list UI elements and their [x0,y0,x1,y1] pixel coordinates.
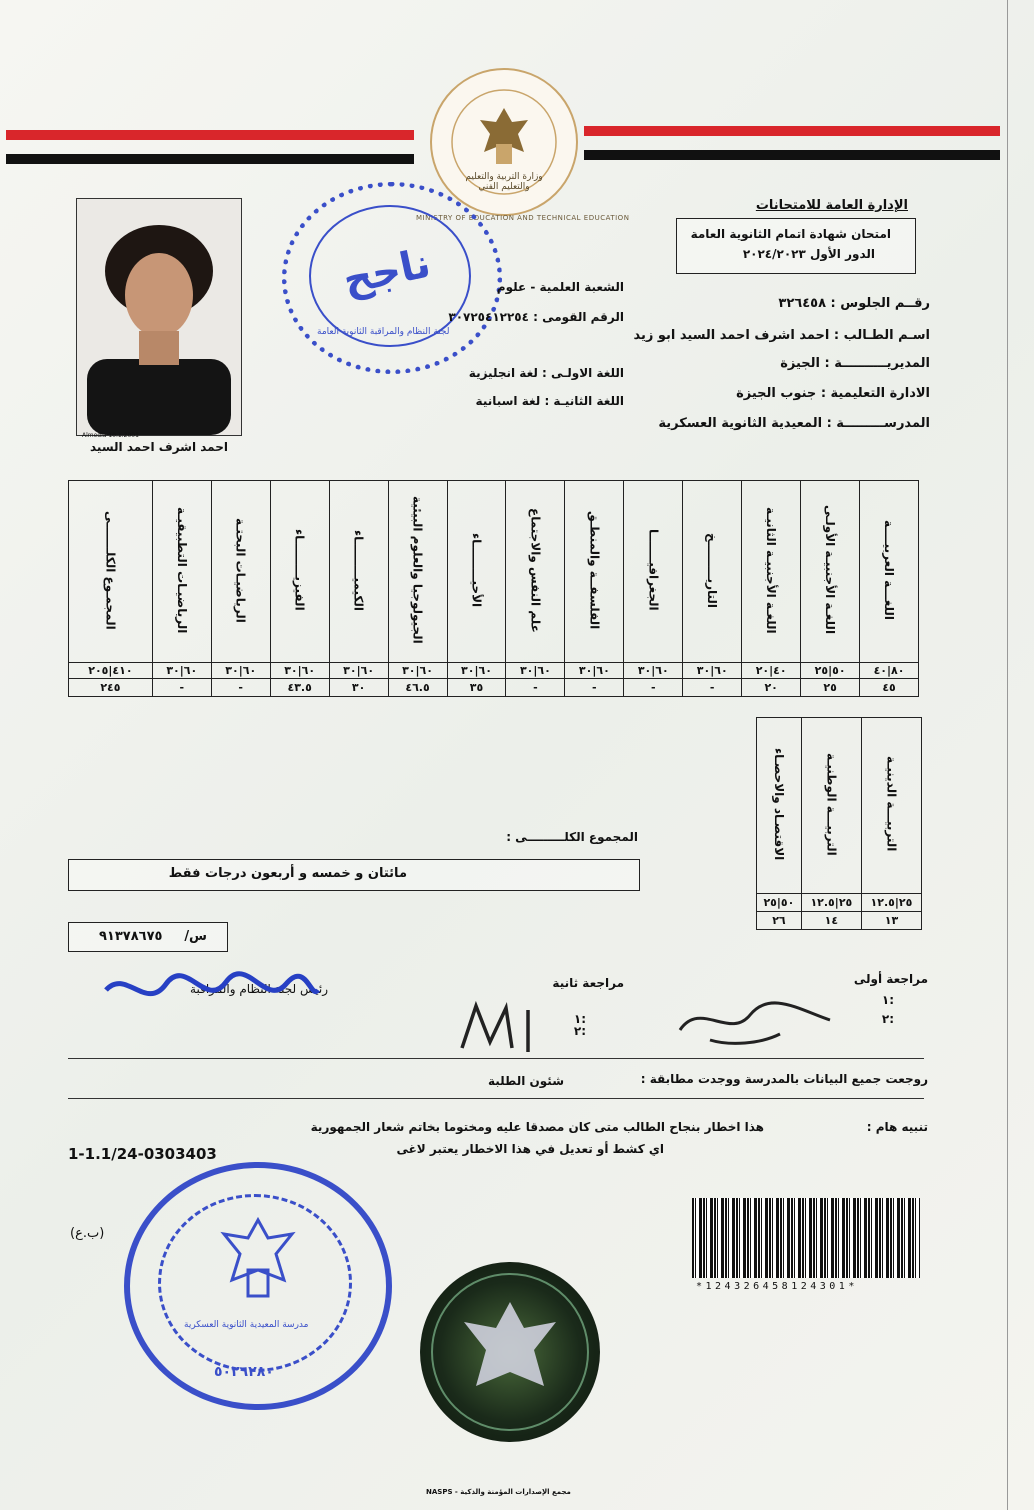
extra-score-cell-1: ١٤ [801,912,861,930]
subject-header-label-2: اللغـة الأجنبيـة الثانيـة [764,506,779,634]
subject-header-label-11: الرياضيـات البحتـة [233,517,248,623]
divider-line-2 [68,1098,924,1099]
max-min-cell-13: ٤١٠|٢٠٥ [69,663,153,679]
school-seal-number: ٥٠٢٦٢٨٠ [214,1364,274,1380]
max-min-cell-5: ٦٠|٣٠ [565,663,624,679]
extra-subjects-table [756,717,922,930]
school-name: المدرســـــــــة : المعيدية الثانوية العسكرية [658,416,930,431]
subject-header-label-10: الفيزيـــــــــاء [292,529,307,611]
subject-header-2 [742,481,801,663]
directorate: المديريــــــــــة : الجيزة [780,356,930,371]
max-min-cell-7: ٦٠|٣٠ [447,663,506,679]
verified-label: روجعت جميع البيانات بالمدرسة ووجدت مطابقة : [640,1072,928,1086]
score-cell-9: ٣٠ [329,679,388,697]
subject-header-4 [624,481,683,663]
barcode [692,1198,920,1278]
score-cell-7: ٣٥ [447,679,506,697]
total-words: مائتان و خمسه و أربعون درجات فقط [168,866,407,881]
subject-header-label-12: الرياضيـات التطبيقيـة [174,506,189,634]
subject-header-5 [565,481,624,663]
seat-number: رقــم الجلوس : ٣٢٦٤٥٨ [778,296,930,311]
score-cell-1: ٢٥ [801,679,860,697]
notice-line1: هذا اخطار بنجاح الطالب متى كان مصدقا عليه ومختوما بخاتم شعار الجمهورية [310,1120,764,1134]
max-min-cell-8: ٦٠|٣٠ [388,663,447,679]
subject-header-label-0: اللغـــة العربيــــة [882,520,897,620]
serial-box [68,922,228,952]
subject-header-8 [388,481,447,663]
subject-header-0 [860,481,919,663]
ministry-name-ar: وزارة التربية والتعليم والتعليم الفني [465,172,543,192]
extra-score-cell-0: ١٣ [861,912,921,930]
first-review-2: ٢: [881,1012,894,1026]
school-seal [124,1162,392,1410]
score-cell-4: - [624,679,683,697]
first-language: اللغة الاولـى : لغة انجليزية [468,366,624,380]
signature-committee-chair [96,960,326,1020]
page-border [1007,0,1008,1510]
score-cell-13: ٢٤٥ [69,679,153,697]
max-min-cell-0: ٨٠|٤٠ [860,663,919,679]
subject-header-label-8: الجيولوجيا والعلوم البيئية [410,496,425,644]
score-cell-8: ٤٦.٥ [388,679,447,697]
reference-code: 1-1.1/24-0303403 [68,1145,217,1163]
hologram-seal [420,1262,600,1442]
extra-subject-header-label-0: التربيـــة الدينيـة [884,756,899,852]
committee-stamp [282,182,502,374]
second-review-1: ١: [573,1012,586,1026]
barcode-text: *124326458124301* [696,1281,858,1292]
score-cell-12: - [152,679,211,697]
subject-header-label-3: التاريـــــــــخ [705,532,720,608]
exam-admin-title: الإدارة العامة للامتحانات [755,198,908,213]
national-id: الرقم القومى : ٣٠٧٢٥٤١٢٢٥٤ [448,310,624,324]
extra-score-cell-2: ٢٦ [757,912,802,930]
subject-header-label-7: الأحيـــــــــاء [469,532,484,608]
result-stamp-text: ناجح [339,240,435,304]
flag-stripe-black-left [6,154,414,164]
total-words-box [68,859,640,891]
extra-subject-header-label-2: الاقتصـاد والاحصـاء [771,747,786,861]
score-cell-3: - [683,679,742,697]
student-affairs-label: شئون الطلبة [487,1074,564,1088]
exam-title-line2: الدور الأول ٢٠٢٤/٢٠٢٣ [742,247,875,261]
serial-number: ٩١٣٧٨٦٧٥ [99,929,163,944]
second-language: اللغة الثانيـة : لغة اسبانية [475,394,624,408]
extra-max-min-cell-0: ٢٥|١٢.٥ [861,894,921,912]
subject-header-9 [329,481,388,663]
printer-footer: مجمع الإصدارات المؤمنة والذكية - NASPS [426,1488,571,1496]
subject-header-12 [152,481,211,663]
school-seal-text: مدرسة المعيدية الثانوية العسكرية [184,1320,309,1330]
extra-subject-header-2 [757,718,802,894]
student-portrait-icon [77,199,241,435]
bq-mark: (ب.ع) [70,1226,105,1241]
subject-header-6 [506,481,565,663]
photo-caption: Almedia 10.1.2001 [82,432,139,439]
signature-first-review [670,990,840,1050]
subject-header-1 [801,481,860,663]
extra-max-min-cell-2: ٥٠|٢٥ [757,894,802,912]
subject-header-10 [270,481,329,663]
signature-second-review [456,996,546,1056]
subject-header-label-13: المجمـوع الكلـــــــى [103,510,118,630]
grades-table [68,480,919,697]
first-review-label: مراجعة أولى [853,972,928,986]
max-min-cell-11: ٦٠|٣٠ [211,663,270,679]
max-min-cell-10: ٦٠|٣٠ [270,663,329,679]
max-min-cell-9: ٦٠|٣٠ [329,663,388,679]
eagle-emblem-icon [432,70,576,214]
max-min-cell-3: ٦٠|٣٠ [683,663,742,679]
score-cell-11: - [211,679,270,697]
photo-name: احمد اشرف احمد السيد [90,440,228,454]
max-min-cell-12: ٦٠|٣٠ [152,663,211,679]
divider-line [68,1058,924,1059]
max-min-cell-1: ٥٠|٢٥ [801,663,860,679]
subject-header-label-5: الفلسفــة والمنطـق [587,510,602,630]
subject-header-13 [69,481,153,663]
subject-header-7 [447,481,506,663]
total-label: المجموع الكلـــــــــى : [506,830,638,844]
second-review-label: مراجعة ثانية [552,976,624,990]
committee-chair-label: رئيس لجنة النظام والمراقبة [190,982,328,996]
serial-label: س/ [184,929,207,944]
ministry-name-en: MINISTRY OF EDUCATION AND TECHNICAL EDUCATION [416,214,630,222]
hologram-eagle-icon [420,1262,600,1442]
subject-header-label-4: الجغرافيـــــــا [646,529,661,611]
subject-header-11 [211,481,270,663]
notice-label: تنبيه هام : [866,1120,928,1134]
second-review-2: ٢: [573,1024,586,1038]
score-cell-0: ٤٥ [860,679,919,697]
first-review-1: ١: [881,993,894,1007]
score-cell-2: ٢٠ [742,679,801,697]
extra-subject-header-1 [801,718,861,894]
track: الشعبة العلمية - علوم [496,280,624,294]
ministry-emblem [430,68,578,216]
student-photo [76,198,242,436]
score-cell-10: ٤٣.٥ [270,679,329,697]
score-cell-6: - [506,679,565,697]
extra-max-min-cell-1: ٢٥|١٢.٥ [801,894,861,912]
max-min-cell-4: ٦٠|٣٠ [624,663,683,679]
exam-title-line1: امتحان شهادة اتمام الثانوية العامة [690,227,891,241]
student-name: اسـم الطـالب : احمد اشرف احمد السيد ابو زيد [633,328,930,343]
notice-line2: اي كشط أو تعديل في هذا الاخطار يعتبر لاغى [396,1142,664,1156]
school-seal-eagle-icon [214,1214,302,1314]
max-min-cell-6: ٦٠|٣٠ [506,663,565,679]
score-cell-5: - [565,679,624,697]
subject-header-label-9: الكيميـــــــــاء [351,529,366,611]
subject-header-label-6: علم النفس والاجتماع [528,507,543,633]
max-min-cell-2: ٤٠|٢٠ [742,663,801,679]
subject-header-label-1: اللغـة الأجنبيـة الأولـى [823,505,838,635]
flag-stripe-red-left [6,130,414,140]
committee-stamp-text: لجنة النظام والمراقبة الثانوية العامة [317,327,450,337]
subject-header-3 [683,481,742,663]
extra-subject-header-label-1: التربيـــة الوطنيـة [824,752,839,856]
exam-title-box [676,218,916,274]
flag-stripe-red-right [584,126,1000,136]
flag-stripe-black-right [584,150,1000,160]
edu-admin: الادارة التعليمية : جنوب الجيزة [736,386,930,401]
extra-subject-header-0 [861,718,921,894]
